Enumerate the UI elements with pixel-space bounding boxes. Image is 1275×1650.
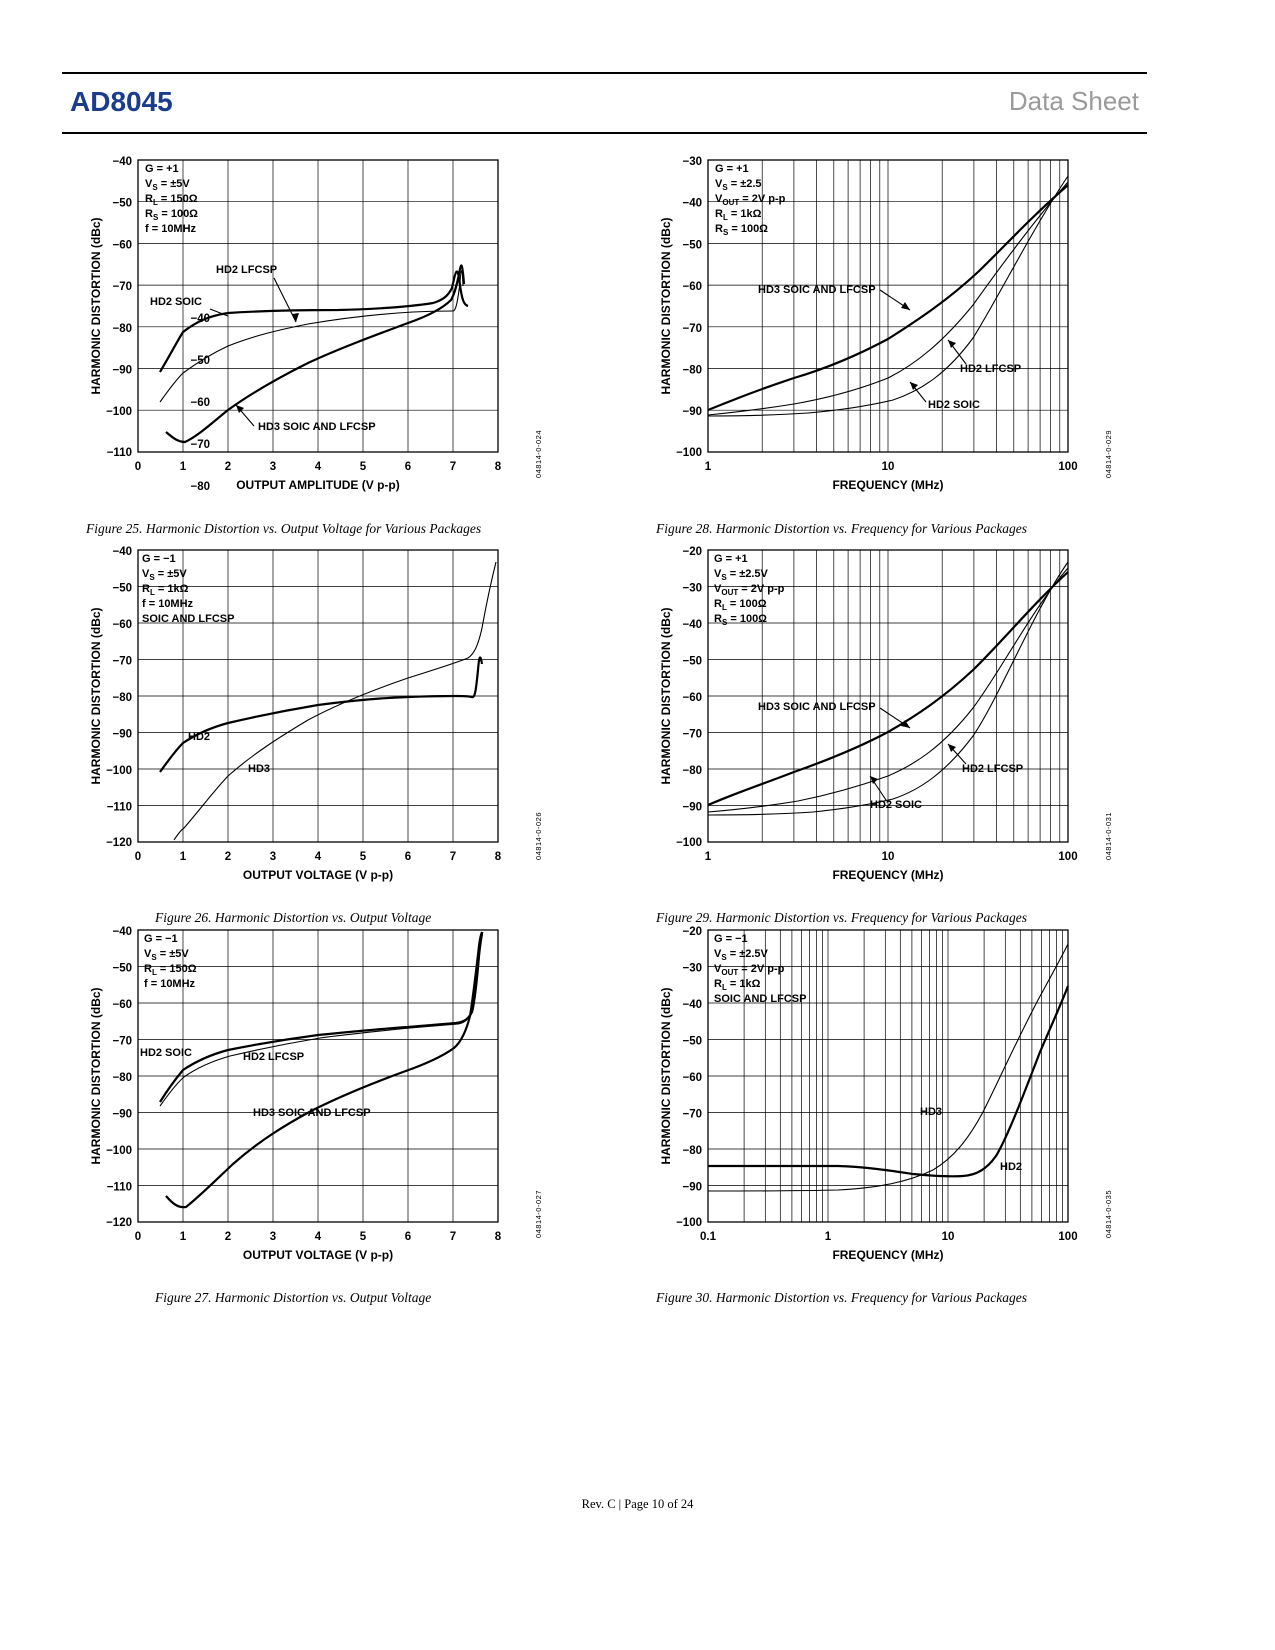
svg-text:7: 7: [449, 1231, 457, 1243]
svg-text:7: 7: [449, 851, 457, 863]
svg-text:HARMONIC DISTORTION (dBc): HARMONIC DISTORTION (dBc): [659, 987, 673, 1165]
svg-text:5: 5: [359, 461, 367, 473]
svg-text:8: 8: [494, 851, 502, 863]
svg-text:−80: −80: [112, 1072, 132, 1084]
svg-text:HARMONIC DISTORTION (dBc): HARMONIC DISTORTION (dBc): [89, 217, 103, 395]
svg-text:0.1: 0.1: [700, 1231, 716, 1243]
svg-text:HD2: HD2: [1000, 1161, 1023, 1173]
figure-25-code: 04814-0-024: [534, 430, 543, 479]
svg-text:−30: −30: [682, 962, 702, 975]
svg-text:−120: −120: [106, 1217, 132, 1229]
svg-text:RL = 1kΩ: $R_L = 1k\Omega$: [715, 208, 762, 222]
svg-text:SOIC AND LFCSP: SOIC AND LFCSP: [714, 993, 807, 1005]
svg-text:−20: −20: [682, 546, 702, 558]
svg-text:−60: −60: [682, 281, 702, 294]
svg-text:1: 1: [179, 851, 187, 863]
svg-text:G = +1: G = +1: [145, 163, 179, 175]
svg-text:2: 2: [224, 851, 232, 863]
svg-text:−40: −40: [682, 197, 702, 210]
svg-text:HD2 SOIC: HD2 SOIC: [150, 296, 202, 308]
svg-text:HD2 LFCSP: HD2 LFCSP: [960, 363, 1022, 375]
svg-text:OUTPUT VOLTAGE (V p-p): OUTPUT VOLTAGE (V p-p): [242, 1248, 394, 1262]
svg-text:−70: −70: [112, 655, 132, 668]
svg-text:−80: −80: [112, 692, 132, 704]
svg-text:HD3 SOIC AND LFCSP: HD3 SOIC AND LFCSP: [253, 1107, 371, 1119]
svg-text:−60: −60: [112, 239, 132, 252]
svg-text:1: 1: [824, 1231, 832, 1243]
svg-text:1: 1: [179, 461, 187, 473]
part-number-title: AD8045: [70, 86, 173, 117]
svg-text:G = +1: G = +1: [715, 163, 749, 175]
svg-text:−70: −70: [682, 322, 702, 335]
svg-text:FREQUENCY (MHz): FREQUENCY (MHz): [832, 1248, 944, 1262]
svg-text:0: 0: [134, 461, 142, 473]
svg-text:−120: −120: [106, 837, 132, 849]
svg-text:5: 5: [359, 1231, 367, 1243]
svg-text:−90: −90: [112, 364, 132, 377]
svg-text:VS = ±5V: $V_S = \pm 5V$: [142, 568, 187, 582]
svg-text:−100: −100: [106, 406, 132, 419]
svg-text:HD2 LFCSP: HD2 LFCSP: [243, 1051, 305, 1063]
svg-text:OUTPUT AMPLITUDE (V p-p): OUTPUT AMPLITUDE (V p-p): [236, 478, 400, 492]
svg-text:HD3: HD3: [248, 763, 271, 775]
svg-text:−50: −50: [112, 582, 132, 595]
svg-text:G = −1: G = −1: [142, 553, 176, 565]
figure-28-code: 04814-0-029: [1104, 430, 1113, 479]
svg-text:HD2 SOIC: HD2 SOIC: [140, 1047, 192, 1059]
svg-text:SOIC AND LFCSP: SOIC AND LFCSP: [142, 613, 235, 625]
figure-30-code: 04814-0-035: [1104, 1190, 1113, 1239]
svg-text:HD3 SOIC AND LFCSP: HD3 SOIC AND LFCSP: [758, 284, 876, 296]
svg-text:8: 8: [494, 1231, 502, 1243]
svg-text:−60: −60: [112, 619, 132, 631]
svg-text:0: 0: [134, 851, 142, 863]
svg-text:−70: −70: [682, 728, 702, 741]
svg-text:−90: −90: [682, 1181, 702, 1194]
svg-text:−80: −80: [682, 765, 702, 777]
svg-text:10: 10: [881, 851, 895, 863]
svg-text:G = +1: G = +1: [714, 553, 748, 565]
svg-text:VS = ±5V: $V_S = \pm 5V$: [145, 178, 190, 192]
svg-text:−70: −70: [112, 281, 132, 294]
svg-text:−100: −100: [106, 765, 132, 777]
svg-text:VS = ±2.5V: $V_S = \pm 2.5V$: [714, 568, 768, 582]
svg-text:HD3 SOIC AND LFCSP: HD3 SOIC AND LFCSP: [758, 701, 876, 713]
svg-text:−30: −30: [682, 582, 702, 595]
figure-28: [648, 150, 1148, 510]
svg-text:−100: −100: [676, 837, 702, 849]
svg-text:10: 10: [881, 461, 895, 473]
svg-text:1: 1: [179, 1231, 187, 1243]
svg-text:4: 4: [314, 461, 322, 473]
figure-30: [648, 920, 1148, 1280]
svg-text:−20: −20: [682, 926, 702, 938]
svg-text:HD2 SOIC: HD2 SOIC: [928, 399, 980, 411]
svg-text:−90: −90: [112, 1108, 132, 1121]
svg-text:HARMONIC DISTORTION (dBc): HARMONIC DISTORTION (dBc): [89, 607, 103, 785]
svg-text:0: 0: [134, 1231, 142, 1243]
svg-text:OUTPUT VOLTAGE (V p-p): OUTPUT VOLTAGE (V p-p): [242, 868, 394, 882]
svg-text:−60: −60: [682, 1072, 702, 1084]
svg-text:−50: −50: [112, 962, 132, 975]
svg-text:−60: −60: [190, 397, 210, 409]
figure-25: [78, 150, 578, 510]
svg-text:−60: −60: [682, 692, 702, 704]
svg-text:−110: −110: [106, 447, 132, 459]
svg-text:−80: −80: [190, 481, 210, 493]
svg-text:−40: −40: [112, 926, 132, 938]
svg-text:RS = 100Ω: $R_S = 100\Omega$: [714, 613, 768, 627]
figure-29: [648, 540, 1148, 900]
svg-text:100: 100: [1058, 1231, 1078, 1243]
figure-26-code: 04814-0-026: [534, 812, 543, 861]
svg-text:RL = 150Ω: $R_L = 150\Omega$: [144, 963, 197, 977]
svg-text:8: 8: [494, 461, 502, 473]
svg-text:−80: −80: [112, 322, 132, 335]
svg-text:VOUT = 2V p-p: $V_{OUT} = 2V$ p-p: [715, 193, 786, 207]
svg-text:−110: −110: [106, 1181, 132, 1194]
figure-27: [78, 920, 578, 1280]
svg-text:HD2: HD2: [188, 731, 211, 743]
svg-text:RL = 150Ω: $R_L = 150\Omega$: [145, 193, 198, 207]
svg-text:VOUT = 2V p-p: $V_{OUT} = 2V$ p-p: [714, 963, 785, 977]
svg-text:−50: −50: [682, 239, 702, 252]
svg-text:−100: −100: [676, 447, 702, 459]
svg-text:HARMONIC DISTORTION (dBc): HARMONIC DISTORTION (dBc): [659, 217, 673, 395]
svg-text:5: 5: [359, 851, 367, 863]
svg-text:−100: −100: [106, 1145, 132, 1157]
figure-26: [78, 540, 578, 900]
svg-text:HD2 LFCSP: HD2 LFCSP: [216, 264, 278, 276]
figure-26-caption: Figure 26. Harmonic Distortion vs. Output Voltage: [155, 910, 432, 925]
svg-text:FREQUENCY (MHz): FREQUENCY (MHz): [832, 478, 944, 492]
svg-text:RS = 100Ω: $R_S = 100\Omega$: [145, 208, 199, 222]
svg-text:HARMONIC DISTORTION (dBc): HARMONIC DISTORTION (dBc): [659, 607, 673, 785]
svg-text:RL = 1kΩ: $R_L = 1k\Omega$: [714, 978, 761, 992]
page-footer: Rev. C | Page 10 of 24: [581, 1497, 694, 1511]
svg-text:4: 4: [314, 1231, 322, 1243]
page-header: [62, 72, 1147, 134]
svg-text:2: 2: [224, 461, 232, 473]
svg-text:HD2 LFCSP: HD2 LFCSP: [962, 763, 1024, 775]
svg-text:−70: −70: [682, 1108, 702, 1121]
svg-text:FREQUENCY (MHz): FREQUENCY (MHz): [832, 868, 944, 882]
svg-text:100: 100: [1058, 461, 1078, 473]
svg-text:7: 7: [449, 461, 457, 473]
figure-27-caption: Figure 27. Harmonic Distortion vs. Output Voltage: [155, 1290, 432, 1305]
svg-text:1: 1: [704, 461, 712, 473]
svg-text:RL = 1kΩ: $R_L = 1k\Omega$: [142, 583, 189, 597]
svg-text:−50: −50: [682, 655, 702, 668]
svg-text:VS = ±5V: $V_S = \pm 5V$: [144, 948, 189, 962]
svg-text:4: 4: [314, 851, 322, 863]
svg-text:2: 2: [224, 1231, 232, 1243]
svg-text:−40: −40: [112, 546, 132, 558]
svg-text:HD3: HD3: [920, 1106, 943, 1118]
svg-text:−30: −30: [682, 156, 702, 168]
svg-text:−70: −70: [112, 1035, 132, 1048]
svg-text:G = −1: G = −1: [714, 933, 748, 945]
svg-text:−80: −80: [682, 364, 702, 377]
svg-text:−40: −40: [190, 313, 210, 325]
svg-text:HD2 SOIC: HD2 SOIC: [870, 799, 922, 811]
svg-text:−110: −110: [106, 801, 132, 814]
svg-text:−50: −50: [190, 355, 210, 367]
svg-text:3: 3: [269, 461, 277, 473]
svg-text:−80: −80: [682, 1145, 702, 1157]
svg-text:10: 10: [941, 1231, 955, 1243]
figure-27-code: 04814-0-027: [534, 1190, 543, 1239]
svg-text:1: 1: [704, 851, 712, 863]
svg-text:VS = ±2.5: $V_S = \pm 2.5$: [715, 178, 762, 192]
svg-text:VS = ±2.5V: $V_S = \pm 2.5V$: [714, 948, 768, 962]
svg-text:−70: −70: [190, 439, 210, 451]
svg-text:−40: −40: [682, 999, 702, 1011]
svg-text:−40: −40: [682, 619, 702, 631]
svg-text:G = −1: G = −1: [144, 933, 178, 945]
svg-text:RL = 100Ω: $R_L = 100\Omega$: [714, 598, 767, 612]
svg-text:100: 100: [1058, 851, 1078, 863]
svg-text:6: 6: [404, 851, 412, 863]
svg-text:VOUT = 2V p-p: $V_{OUT} = 2V$ p-p: [714, 583, 785, 597]
svg-text:RS = 100Ω: $R_S = 100\Omega$: [715, 223, 769, 237]
svg-text:−60: −60: [112, 999, 132, 1011]
svg-text:f = 10MHz: f = 10MHz: [145, 223, 197, 235]
figure-28-caption: Figure 28. Harmonic Distortion vs. Frequency for Various Packages: [656, 521, 1027, 536]
svg-text:−50: −50: [682, 1035, 702, 1048]
figure-29-code: 04814-0-031: [1104, 812, 1113, 861]
svg-text:3: 3: [269, 851, 277, 863]
figure-25-caption: Figure 25. Harmonic Distortion vs. Output Voltage for Various Packages: [86, 521, 482, 536]
svg-text:6: 6: [404, 1231, 412, 1243]
figure-29-caption: Figure 29. Harmonic Distortion vs. Frequency for Various Packages: [656, 910, 1027, 925]
svg-text:−90: −90: [112, 728, 132, 741]
svg-text:HD3 SOIC AND LFCSP: HD3 SOIC AND LFCSP: [258, 421, 376, 433]
svg-text:HARMONIC DISTORTION (dBc): HARMONIC DISTORTION (dBc): [89, 987, 103, 1165]
svg-text:f = 10MHz: f = 10MHz: [144, 978, 196, 990]
svg-text:−90: −90: [682, 801, 702, 814]
svg-text:f = 10MHz: f = 10MHz: [142, 598, 194, 610]
svg-text:−40: −40: [112, 156, 132, 168]
svg-text:−90: −90: [682, 406, 702, 419]
figure-30-caption: Figure 30. Harmonic Distortion vs. Frequency for Various Packages: [656, 1290, 1027, 1305]
svg-text:−100: −100: [676, 1217, 702, 1229]
svg-text:6: 6: [404, 461, 412, 473]
document-type-label: Data Sheet: [1008, 86, 1139, 116]
svg-text:−50: −50: [112, 197, 132, 210]
svg-text:3: 3: [269, 1231, 277, 1243]
